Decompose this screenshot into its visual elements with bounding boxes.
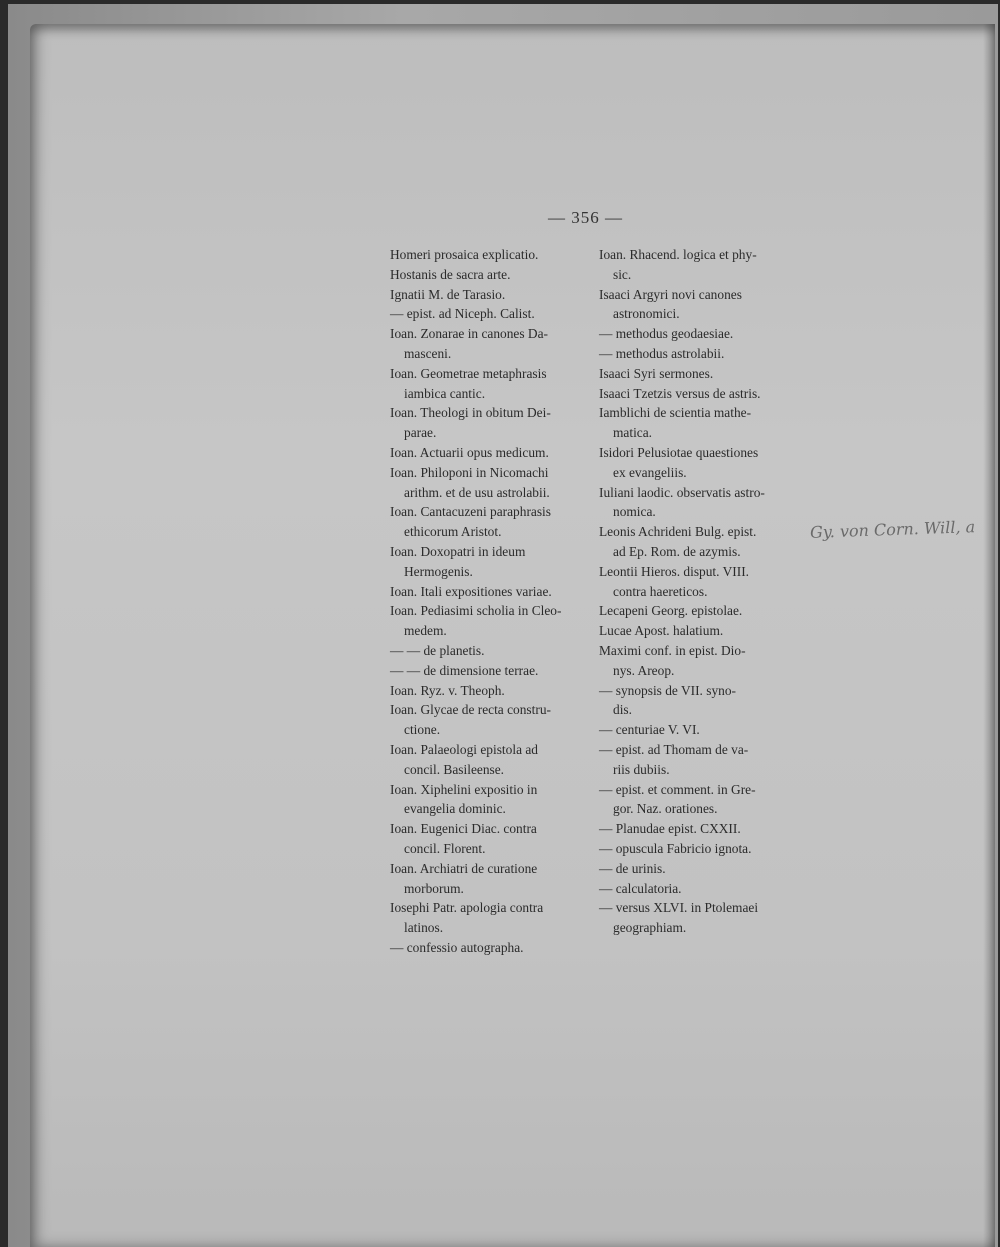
index-entry-text: Isaaci Argyri novi canones [599,286,742,302]
index-entry-text: Ioan. Itali expositiones variae. [390,583,552,599]
index-entry-text: — — de dimensione terrae. [390,662,539,678]
index-entry-text: — — de planetis. [390,642,485,658]
index-entry-text: Ioan. Ryz. v. Theoph. [390,682,505,698]
index-entry-text: Isaaci Tzetzis versus de astris. [599,385,761,401]
index-entry-text: Iosephi Patr. apologia contra [390,900,544,916]
index-entry [599,285,797,325]
index-entry [390,681,595,701]
index-entry-text: — methodus geodaesiae. [599,326,734,342]
page-number: — 356 — [548,208,623,227]
index-entry [599,879,797,899]
index-entry-text: Lecapeni Georg. epistolae. [599,603,743,619]
index-entry [390,542,595,582]
index-entry-text: — versus XLVI. in Ptolemaei [599,900,759,916]
index-entry-text: — epist. ad Niceph. Calist. [390,306,535,322]
index-entry-text: Ioan. Cantacuzeni paraphrasis [390,504,551,520]
index-entry [390,265,595,285]
index-entry-text: — epist. et comment. in Gre- [599,781,756,797]
index-entry-text: Isidori Pelusiotae quaestiones [599,444,759,460]
index-column-left [390,245,595,958]
index-entry-text: Leontii Hieros. disput. VIII. [599,563,750,579]
index-entry-text: Ioan. Theologi in obitum Dei- [390,405,551,421]
index-entry-continuation: morborum. [404,880,464,896]
index-entry [599,245,797,285]
index-entry-continuation: parae. [404,425,437,441]
index-entry [390,819,595,859]
index-entry [599,483,797,523]
index-entry-continuation: evangelia dominic. [404,801,506,817]
index-entry-text: Iuliani laodic. observatis astro- [599,484,765,500]
index-entry-text: Ioan. Archiatri de curatione [390,860,538,876]
index-entry-text: Ioan. Glycae de recta constru- [390,702,551,718]
index-entry [599,839,797,859]
index-entry [390,582,595,602]
index-entry-text: — de urinis. [599,860,666,876]
index-entry [599,384,797,404]
index-entry [599,780,797,820]
index-entry-continuation: ctione. [404,722,441,738]
index-entry-continuation: nys. Areop. [613,662,675,678]
index-entry-text: — epist. ad Thomam de va- [599,741,749,757]
index-entry-continuation: matica. [613,425,653,441]
index-entry-text: Ioan. Pediasimi scholia in Cleo- [390,603,562,619]
index-entry [390,502,595,542]
index-entry [599,859,797,879]
index-entry [390,364,595,404]
index-entry-continuation: arithm. et de usu astrolabii. [404,484,550,500]
index-entry-text: Homeri prosaica explicatio. [390,247,539,262]
index-entry-continuation: iambica cantic. [404,385,486,401]
index-entry-continuation: astronomici. [613,306,680,322]
index-entry-continuation: ad Ep. Rom. de azymis. [613,543,741,559]
index-entry [390,938,595,958]
index-entry-continuation: latinos. [404,920,444,936]
index-entry [390,245,595,265]
index-entry [390,601,595,641]
index-column-right [599,245,797,938]
index-entry [599,364,797,384]
index-entry-continuation: sic. [613,266,632,282]
index-entry-continuation: ethicorum Aristot. [404,524,502,540]
index-entry-continuation: gor. Naz. orationes. [613,801,718,817]
index-entry-text: Ignatii M. de Tarasio. [390,286,506,302]
index-entry [390,740,595,780]
index-entry [599,621,797,641]
index-entry [390,324,595,364]
index-entry-continuation: geographiam. [613,920,687,936]
index-entry-text: Ioan. Rhacend. logica et phy- [599,247,757,262]
index-entry-text: Hostanis de sacra arte. [390,266,511,282]
index-entry-continuation: Hermogenis. [404,563,473,579]
index-entry [599,562,797,602]
index-entry-text: — Planudae epist. CXXII. [599,821,741,837]
index-entry [390,403,595,443]
index-entry-text: Ioan. Palaeologi epistola ad [390,741,538,757]
index-entry-continuation: concil. Florent. [404,840,486,856]
index-entry [599,740,797,780]
index-entry [599,681,797,721]
index-entry-continuation: medem. [404,623,447,639]
index-entry-text: — methodus astrolabii. [599,345,725,361]
index-entry [599,403,797,443]
index-entry-text: Ioan. Doxopatri in ideum [390,543,526,559]
index-entry [390,285,595,305]
index-entry-continuation: masceni. [404,345,452,361]
index-entry-text: Ioan. Philoponi in Nicomachi [390,464,549,480]
page-edge-shadow [983,24,995,1247]
index-entry-continuation: riis dubiis. [613,761,670,777]
index-entry [599,344,797,364]
index-entry-text: — calculatoria. [599,880,682,896]
index-entry [599,324,797,344]
index-entry-text: Ioan. Actuarii opus medicum. [390,444,549,460]
index-entry [599,898,797,938]
index-entry-text: Ioan. Geometrae metaphrasis [390,365,547,381]
index-entry [390,859,595,899]
index-entry-text: — synopsis de VII. syno- [599,682,737,698]
index-entry-text: Maximi conf. in epist. Dio- [599,642,746,658]
index-entry-text: Ioan. Xiphelini expositio in [390,781,538,797]
index-entry-continuation: ex evangeliis. [613,464,687,480]
index-entry [390,661,595,681]
index-entry-continuation: nomica. [613,504,656,520]
index-entry-text: — confessio autographa. [390,939,524,955]
index-entry-text: Ioan. Zonarae in canones Da- [390,326,549,342]
index-entry-continuation: dis. [613,702,632,718]
index-entry [599,819,797,839]
index-entry [390,463,595,503]
index-entry [599,720,797,740]
index-entry [599,601,797,621]
index-entry [390,898,595,938]
index-entry-text: — opuscula Fabricio ignota. [599,840,752,856]
index-entry [390,780,595,820]
index-entry [390,304,595,324]
index-entry-text: Ioan. Eugenici Diac. contra [390,821,537,837]
index-entry-text: — centuriae V. VI. [599,722,700,738]
handwritten-marginal-note: Gy. von Corn. Will, a [809,517,976,542]
index-entry-continuation: concil. Basileense. [404,761,505,777]
index-entry-text: Lucae Apost. halatium. [599,623,724,639]
index-entry [390,700,595,740]
index-entry [599,522,797,562]
index-entry-text: Leonis Achrideni Bulg. epist. [599,524,757,540]
index-entry-text: Iamblichi de scientia mathe- [599,405,752,421]
index-entry-text: Isaaci Syri sermones. [599,365,714,381]
index-entry [390,443,595,463]
index-entry [599,641,797,681]
index-entry [599,443,797,483]
index-entry [390,641,595,661]
index-entry-continuation: contra haereticos. [613,583,708,599]
